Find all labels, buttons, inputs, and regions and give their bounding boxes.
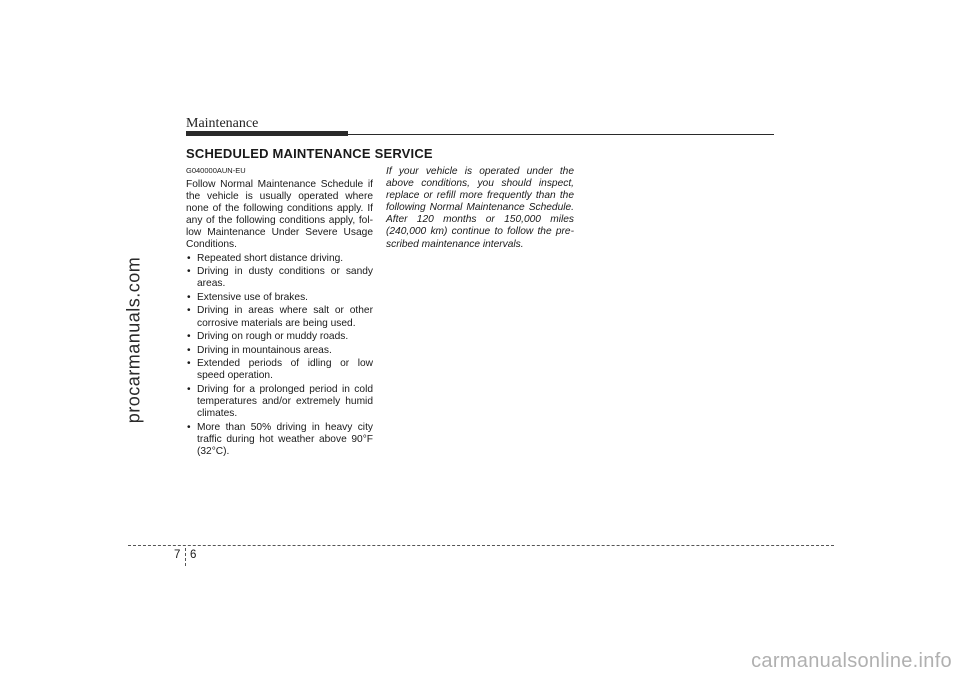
section-label: Maintenance bbox=[186, 116, 259, 131]
list-item: • Driving in dusty conditions or sandy areas. bbox=[186, 266, 373, 290]
header-rule-thick bbox=[186, 131, 348, 136]
document-code: G040000AUN-EU bbox=[186, 166, 246, 175]
list-item: • Extensive use of brakes. bbox=[186, 292, 373, 304]
footer-watermark: carmanualsonline.info bbox=[751, 650, 952, 672]
chapter-number: 7 bbox=[174, 549, 181, 561]
list-item: • Driving in areas where salt or other corrosive materials are being used. bbox=[186, 305, 373, 329]
side-watermark: procarmanuals.com bbox=[123, 256, 144, 424]
conditions-list bbox=[186, 253, 373, 459]
header-rule-thin bbox=[348, 134, 774, 135]
list-item: • Repeated short distance driving. bbox=[186, 253, 373, 265]
page-heading: SCHEDULED MAINTENANCE SERVICE bbox=[186, 146, 433, 161]
intro-paragraph: Follow Normal Maintenance Schedule if the vehicle is usually operated where none of the following conditions apply. If any of the following conditions apply, fol-low Maintenance Under Severe Usage Conditions. bbox=[186, 179, 373, 251]
list-item: • Driving on rough or muddy roads. bbox=[186, 331, 373, 343]
page-number-divider bbox=[185, 548, 186, 566]
list-item: • Driving in mountainous areas. bbox=[186, 345, 373, 357]
page-number: 6 bbox=[190, 549, 197, 561]
list-item: • More than 50% driving in heavy city traffic during hot weather above 90°F (32°C). bbox=[186, 422, 373, 458]
right-column-note: If your vehicle is operated under the above conditions, you should inspect, replace or refill more frequently than the following Normal Maintenance Schedule. After 120 months or 150,000 miles (240,000 km) continue to follow the pre-scribed maintenance intervals. bbox=[386, 166, 574, 250]
list-item: • Extended periods of idling or low speed operation. bbox=[186, 358, 373, 382]
footer-rule bbox=[128, 545, 834, 546]
list-item: • Driving for a prolonged period in cold temperatures and/or extremely humid climates. bbox=[186, 384, 373, 420]
left-column bbox=[186, 166, 373, 460]
